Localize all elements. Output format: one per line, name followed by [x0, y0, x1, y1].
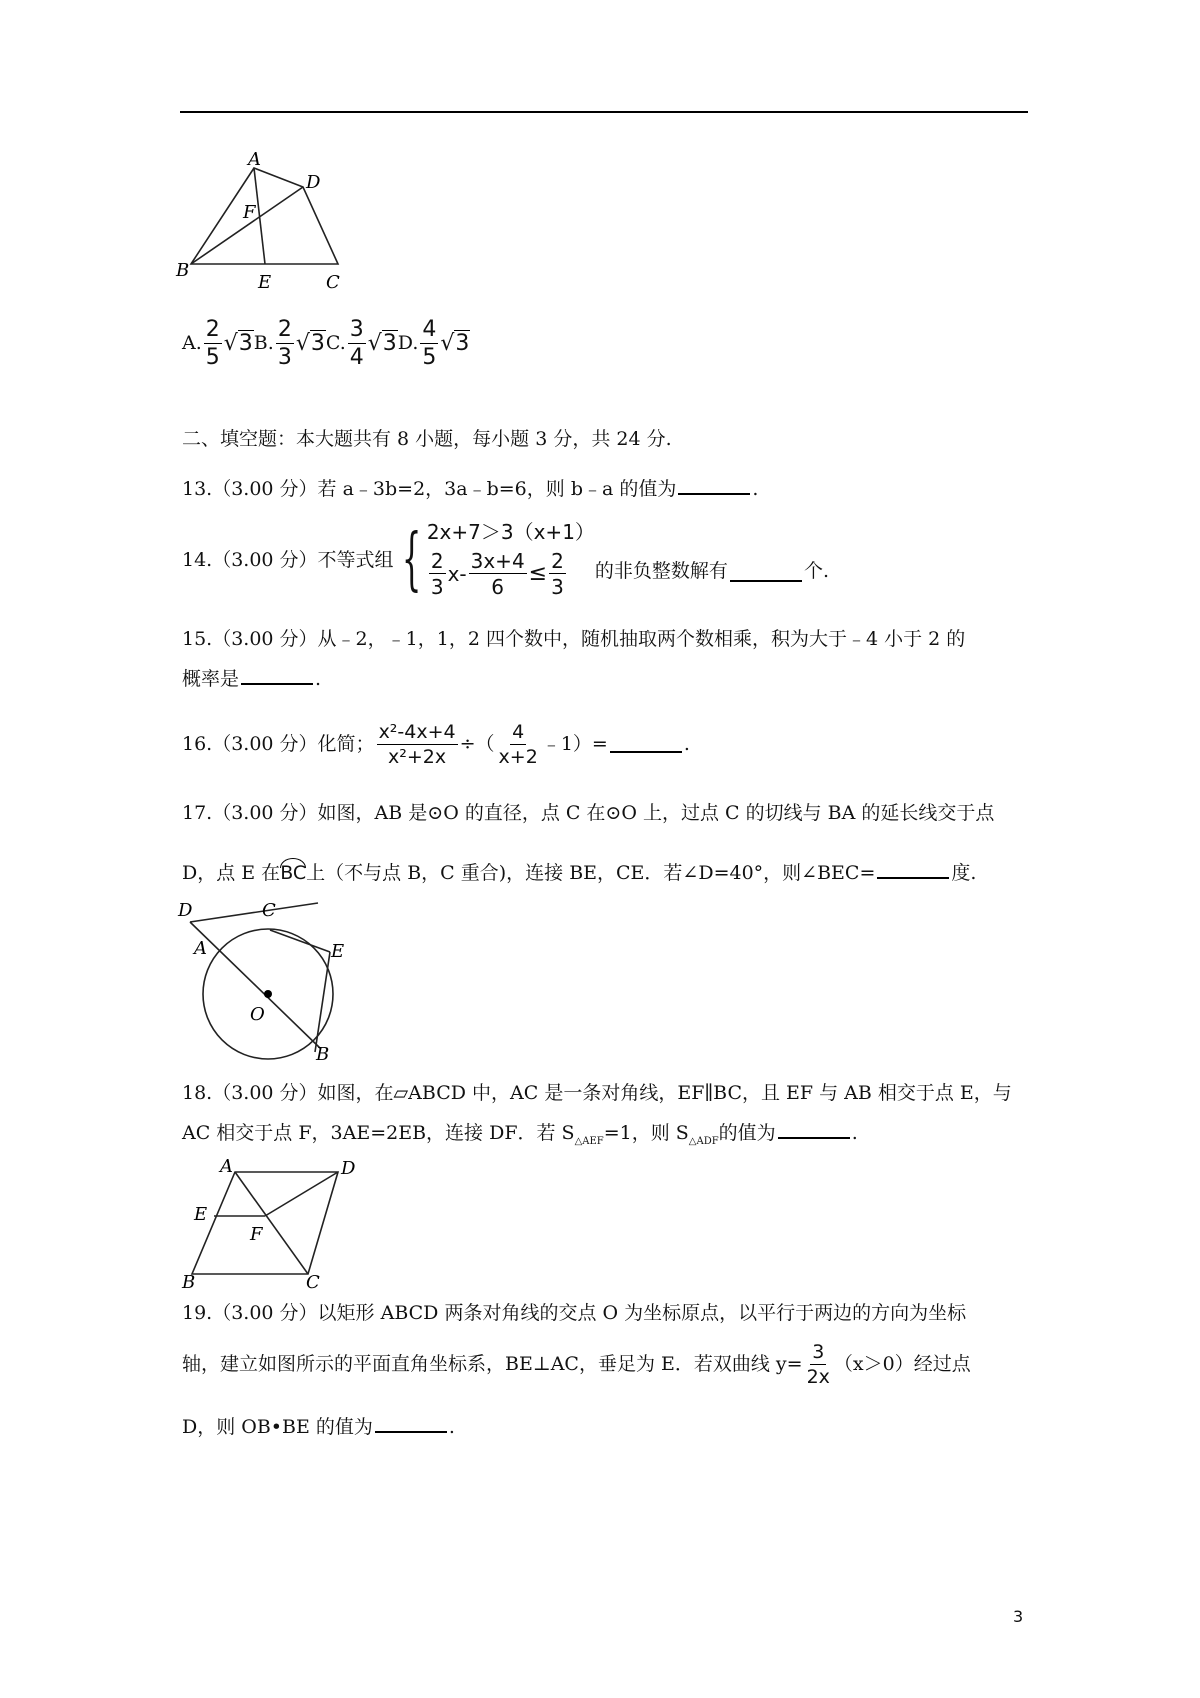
option-d: D. $\frac{4}{5}$ √3 — [397, 317, 470, 371]
question-19-line2: 轴，建立如图所示的平面直角坐标系，BE⊥AC，垂足为 E．若双曲线 y= $\frac{3}{2x}$ （x＞0）经过点 — [182, 1341, 971, 1388]
question-15-line2: 概率是 . — [182, 668, 322, 690]
label-E: E — [331, 941, 345, 962]
question-19-line1: 19.（3.00 分）以矩形 ABCD 两条对角线的交点 O 为坐标原点，以平行于两边的方向为坐标 — [182, 1302, 967, 1324]
question-14: 14.（3.00 分）不等式组 { 2x+7＞3（x+1） $\frac{2}{3}$ x- $\frac{3x+4}{6}$ ≤ $\frac{2}{3}$ 的非负整数解有 个. — [182, 520, 829, 599]
label-E: E — [258, 272, 272, 293]
answer-blank — [610, 750, 682, 753]
label-B: B — [182, 1272, 196, 1293]
label-C: C — [306, 1272, 320, 1293]
question-15-line1: 15.（3.00 分）从﹣2，﹣1，1，2 四个数中，随机抽取两个数相乘，积为大于﹣4 小于 2 的 — [182, 628, 966, 650]
label-A: A — [248, 149, 261, 170]
option-b: B. $\frac{2}{3}$ √3 — [253, 317, 325, 371]
quadrilateral-figure — [176, 149, 358, 293]
label-D: D — [306, 172, 321, 193]
answer-blank — [778, 1136, 850, 1139]
label-E: E — [194, 1204, 208, 1225]
section-title: 二、填空题：本大题共有 8 小题，每小题 3 分，共 24 分. — [182, 428, 672, 450]
label-F: F — [243, 202, 256, 223]
page-number: 3 — [1013, 1607, 1024, 1626]
label-B: B — [316, 1044, 330, 1065]
question-17-line2: D，点 E 在BC上（不与点 B，C 重合)，连接 BE，CE．若∠D=40°，则∠BEC= 度. — [182, 862, 977, 884]
question-16: 16.（3.00 分）化简； $\frac{\text{x²-4x+4}}{\text{x²+2x}}$ ÷（ $\frac{4}{x+2}$ ﹣1）= . — [182, 721, 690, 768]
label-D: D — [341, 1158, 356, 1179]
answer-blank — [877, 876, 949, 879]
arc-bc: BC — [280, 862, 307, 884]
answer-blank — [678, 492, 750, 495]
circle-figure — [178, 900, 353, 1065]
parallelogram-figure — [178, 1156, 378, 1293]
header-rule — [180, 111, 1028, 113]
question-18-line1: 18.（3.00 分）如图，在▱ABCD 中，AC 是一条对角线，EF∥BC，且 EF 与 AB 相交于点 E，与 — [182, 1082, 1012, 1104]
answer-blank — [375, 1430, 447, 1433]
label-A: A — [194, 938, 207, 959]
q12-options — [182, 318, 470, 370]
label-A: A — [220, 1156, 233, 1177]
question-13: 13.（3.00 分）若 a﹣3b=2，3a﹣b=6，则 b﹣a 的值为 . — [182, 478, 759, 500]
question-19-line3: D，则 OB•BE 的值为 . — [182, 1416, 455, 1438]
question-17-line1: 17.（3.00 分）如图，AB 是⊙O 的直径，点 C 在⊙O 上，过点 C 的切线与 BA 的延长线交于点 — [182, 802, 995, 824]
answer-blank — [241, 682, 313, 685]
label-F: F — [250, 1224, 263, 1245]
label-C: C — [326, 272, 340, 293]
option-c: C. $\frac{3}{4}$ √3 — [325, 317, 397, 371]
label-O: O — [250, 1004, 265, 1025]
label-D: D — [178, 900, 193, 921]
question-18-line2: AC 相交于点 F，3AE=2EB，连接 DF．若 $S_{\triangle AEF}=1$，则 $S_{\triangle ADF}$的值为 . — [182, 1122, 858, 1147]
label-C: C — [262, 900, 276, 921]
label-B: B — [176, 260, 190, 281]
inequality-system: { 2x+7＞3（x+1） $\frac{2}{3}$ x- $\frac{3x+4}{6}$ ≤ $\frac{2}{3}$ — [401, 520, 595, 599]
answer-blank — [730, 579, 802, 582]
option-a: A. $\frac{2}{5}$ √3 — [182, 317, 253, 371]
